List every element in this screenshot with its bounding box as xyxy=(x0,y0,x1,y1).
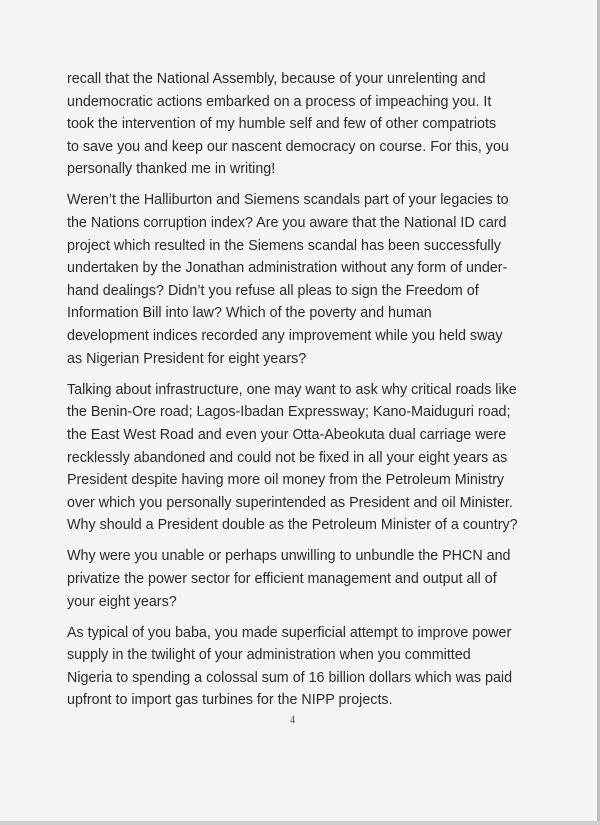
letter-body xyxy=(67,68,587,721)
paragraph-power-sector xyxy=(67,545,587,613)
page-number: 4 xyxy=(290,715,295,726)
text-line: President despite having more oil money from the Petroleum Ministry xyxy=(67,472,505,489)
text-line: the Nations corruption index? Are you aware that the National ID card xyxy=(67,215,507,232)
text-line: as Nigerian President for eight years? xyxy=(67,350,307,367)
paragraph-infrastructure xyxy=(67,379,587,537)
text-line: over which you personally superintended as President and oil Minister. xyxy=(67,494,513,511)
text-line: project which resulted in the Siemens scandal has been successfully xyxy=(67,237,501,254)
text-line: recklessly abandoned and could not be fixed in all your eight years as xyxy=(67,449,508,466)
text-line: recall that the National Assembly, because of your unrelenting and xyxy=(67,71,486,87)
text-line: to save you and keep our nascent democracy on course. For this, you xyxy=(67,138,509,155)
text-line: took the intervention of my humble self and few of other compatriots xyxy=(67,116,497,133)
paragraph-scandals xyxy=(67,189,587,370)
paragraph-impeachment xyxy=(67,68,587,181)
text-line: hand dealings? Didn’t you refuse all pleas to sign the Freedom of xyxy=(67,282,479,299)
paragraph-gas-turbines xyxy=(67,622,587,712)
text-line: supply in the twilight of your administration when you committed xyxy=(67,647,471,664)
text-line: Why were you unable or perhaps unwilling to unbundle the PHCN and xyxy=(67,548,511,565)
text-line: development indices recorded any improvement while you held sway xyxy=(67,328,503,345)
text-line: Weren’t the Halliburton and Siemens scandals part of your legacies to xyxy=(67,192,509,209)
text-line: undertaken by the Jonathan administration without any form of under- xyxy=(67,260,508,277)
text-line: undemocratic actions embarked on a process of impeaching you. It xyxy=(67,93,492,110)
text-line: Nigeria to spending a colossal sum of 16 billion dollars which was paid xyxy=(67,669,513,686)
text-line: the East West Road and even your Otta-Abeokuta dual carriage were xyxy=(67,426,507,443)
text-line: privatize the power sector for efficient management and output all of xyxy=(67,570,497,587)
text-line: personally thanked me in writing! xyxy=(67,161,276,178)
text-line: the Benin-Ore road; Lagos-Ibadan Expressway; Kano-Maiduguri road; xyxy=(67,404,511,421)
page-edge-shadow-bottom xyxy=(0,821,600,825)
text-line: As typical of you baba, you made superficial attempt to improve power xyxy=(67,624,512,641)
text-line: upfront to import gas turbines for the NIPP projects. xyxy=(67,692,393,709)
text-line: Information Bill into law? Which of the poverty and human xyxy=(67,305,432,322)
text-line: Why should a President double as the Petroleum Minister of a country? xyxy=(67,517,518,534)
text-line: Talking about infrastructure, one may want to ask why critical roads like xyxy=(67,381,517,398)
text-line: your eight years? xyxy=(67,593,177,610)
